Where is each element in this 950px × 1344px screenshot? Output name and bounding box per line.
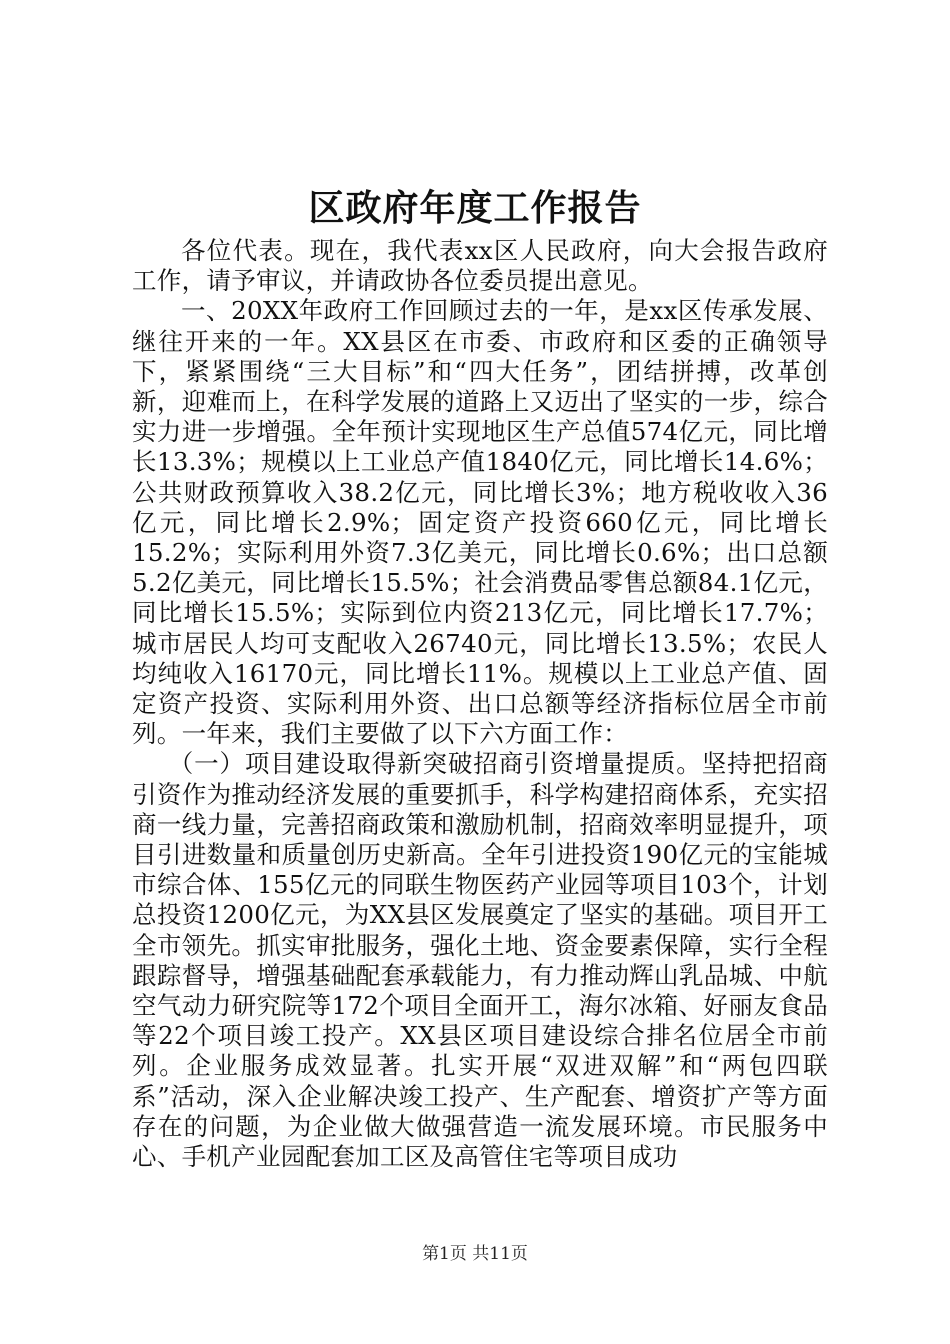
paragraph-review: 一、20XX年政府工作回顾过去的一年，是xx区传承发展、继往开来的一年。XX县区在市委、市政府和区委的正确领导下，紧紧围绕“三大目标”和“四大任务”，团结拼搏，改革创新，迎难而上，在科学发展的道路上又迈出了坚实的一步，综合实力进一步增强。全年预计实现地区生产总值574亿元，同比增长13.3%；规模以上工业总产值1840亿元，同比增长14.6%；公共财政预算收入38.2亿元，同比增长3%；地方税收收入36亿元，同比增长2.9%；固定资产投资660亿元，同比增长15.2%；实际利用外资7.3亿美元，同比增长0.6%；出口总额5.2亿美元，同比增长15.5%；社会消费品零售总额84.1亿元，同比增长15.5%；实际到位内资213亿元，同比增长17.7%；城市居民人均可支配收入26740元，同比增长13.5%；农民人均纯收入16170元，同比增长11%。规模以上工业总产值、固定资产投资、实际利用外资、出口总额等经济指标位居全市前列。一年来，我们主要做了以下六方面工作：: [132, 296, 828, 749]
paragraph-greeting: 各位代表。现在，我代表xx区人民政府，向大会报告政府工作，请予审议，并请政协各位委员提出意见。: [132, 236, 828, 296]
paragraph-project-construction: （一）项目建设取得新突破招商引资增量提质。坚持把招商引资作为推动经济发展的重要抓手，科学构建招商体系，充实招商一线力量，完善招商政策和激励机制，招商效率明显提升，项目引进数量和质量创历史新高。全年引进投资190亿元的宝能城市综合体、155亿元的同联生物医药产业园等项目103个，计划总投资1200亿元，为XX县区发展奠定了坚实的基础。项目开工全市领先。抓实审批服务，强化土地、资金要素保障，实行全程跟踪督导，增强基础配套承载能力，有力推动辉山乳品城、中航空气动力研究院等172个项目全面开工，海尔冰箱、好丽友食品等22个项目竣工投产。XX县区项目建设综合排名位居全市前列。企业服务成效显著。扎实开展“双进双解”和“两包四联系”活动，深入企业解决竣工投产、生产配套、增资扩产等方面存在的问题，为企业做大做强营造一流发展环境。市民服务中心、手机产业园配套加工区及高管住宅等项目成功: [132, 749, 828, 1172]
document-body: [132, 236, 828, 1172]
page-footer: 第1页 共11页: [422, 1244, 528, 1264]
page-title: 区政府年度工作报告: [308, 187, 642, 229]
